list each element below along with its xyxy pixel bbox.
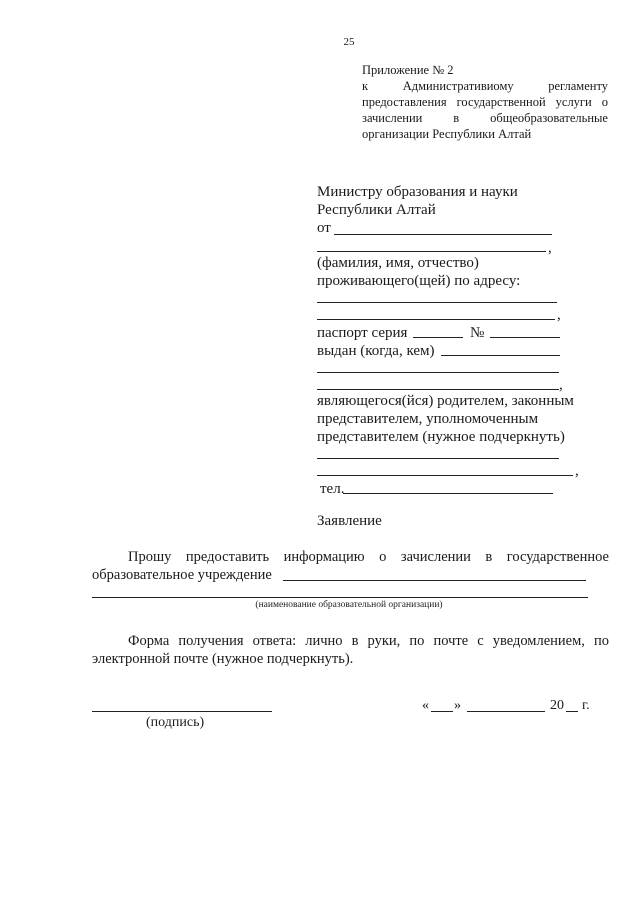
appendix-line-3 (362, 110, 608, 126)
passport-number-label: № (470, 325, 485, 341)
issued-field-line-3[interactable] (317, 389, 559, 390)
response-word: уведомлением, (492, 633, 585, 649)
comma: , (557, 307, 561, 323)
date-year-field[interactable] (566, 711, 578, 712)
appendix-word: к (362, 79, 369, 93)
addressee-line-1: Министру образования и науки (317, 184, 518, 200)
org-caption: (наименование образовательной организации) (255, 600, 443, 610)
issued-field-line-2[interactable] (317, 372, 559, 373)
appendix-word: регламенту (548, 79, 608, 93)
appendix-line-4: организации Республики Алтай (362, 127, 532, 141)
comma: , (575, 463, 579, 479)
request-word: в (485, 549, 493, 565)
date-year-suffix: г. (582, 698, 590, 713)
request-word: информацию (283, 549, 365, 565)
passport-number-field[interactable] (490, 337, 560, 338)
response-word: ответа: (252, 633, 297, 649)
response-word: лично (305, 633, 343, 649)
from-field-line[interactable] (334, 234, 552, 235)
institution-field-line[interactable] (283, 580, 586, 581)
request-word: зачислении (400, 549, 471, 565)
appendix-word: о (601, 95, 608, 109)
response-word: по (593, 633, 609, 649)
request-line-2: образовательное учреждение (92, 567, 272, 583)
phone-label: тел. (320, 481, 345, 497)
name-caption: (фамилия, имя, отчество) (317, 255, 479, 271)
role-line-3: представителем (нужное подчеркнуть) (317, 429, 565, 445)
signature-caption: (подпись) (146, 715, 205, 730)
role-line-1: являющегося(йся) родителем, законным (317, 393, 574, 409)
from-label: от (317, 220, 331, 236)
request-word: предоставить (185, 549, 270, 565)
passport-series-field[interactable] (413, 337, 463, 338)
address-field-line-1[interactable] (317, 302, 557, 303)
phone-field-line[interactable] (343, 493, 553, 494)
appendix-word: общеобразовательные (490, 111, 608, 125)
response-word: по (409, 633, 425, 649)
comma: , (559, 377, 563, 393)
addressee-line-2: Республики Алтай (317, 202, 436, 218)
date-month-field[interactable] (467, 711, 545, 712)
comma: , (548, 240, 552, 256)
date-open-quote: « (422, 698, 429, 713)
date-close-quote: » (454, 698, 461, 713)
response-line-1 (92, 632, 609, 650)
request-word: государственное (506, 549, 609, 565)
issued-label: выдан (когда, кем) (317, 343, 435, 359)
appendix-word: в (453, 111, 460, 125)
role-line-2: представителем, уполномоченным (317, 411, 539, 427)
request-word: Прошу (128, 549, 172, 565)
appendix-line-2 (362, 94, 608, 110)
response-word: с (477, 633, 484, 649)
page-number: 25 (343, 36, 355, 48)
appendix-title: Приложение № 2 (362, 63, 454, 77)
appendix-word: государственной (456, 95, 546, 109)
response-word: Форма (128, 633, 170, 649)
request-line-1 (92, 548, 609, 566)
appendix-header (362, 62, 608, 142)
name-field-line[interactable] (317, 251, 546, 252)
response-word: почте (433, 633, 469, 649)
institution-field-line-2[interactable] (92, 597, 588, 598)
response-word: в (351, 633, 359, 649)
date-year-prefix: 20 (550, 698, 564, 713)
residing-label: проживающего(щей) по адресу: (317, 273, 521, 289)
response-word: руки, (367, 633, 401, 649)
statement-title: Заявление (317, 513, 382, 529)
signature-field-line[interactable] (92, 711, 272, 712)
appendix-line-1 (362, 78, 608, 94)
date-day-field[interactable] (431, 711, 453, 712)
address-field-line-2[interactable] (317, 319, 555, 320)
response-line-2: электронной почте (нужное подчеркнуть). (92, 651, 354, 667)
appendix-word: зачислении (362, 111, 423, 125)
request-word: о (379, 549, 387, 565)
issued-field-line-1[interactable] (441, 355, 560, 356)
representative-field-line-2[interactable] (317, 475, 573, 476)
appendix-word: услуги (555, 95, 592, 109)
passport-series-label: паспорт серия (317, 325, 408, 341)
representative-field-line-1[interactable] (317, 458, 559, 459)
appendix-word: Административиому (402, 79, 514, 93)
response-word: получения (178, 633, 244, 649)
appendix-word: предоставления (362, 95, 447, 109)
